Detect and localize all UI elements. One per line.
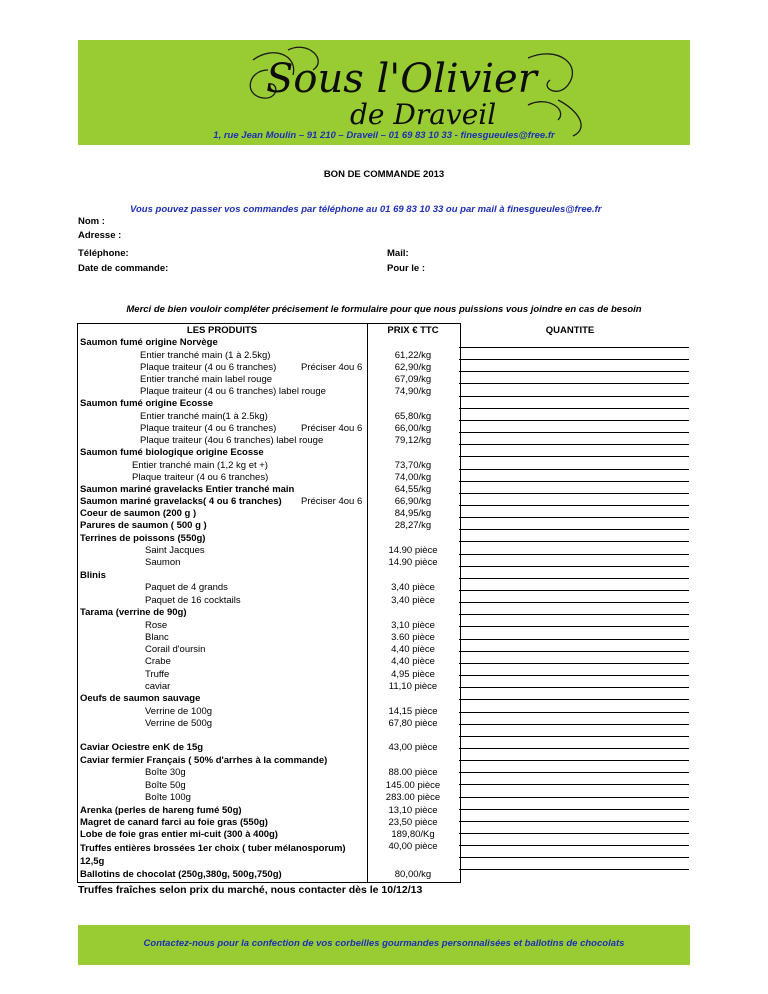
quantity-field[interactable] (459, 857, 689, 858)
product-label: Plaque traiteur (4 ou 6 tranches) (140, 362, 277, 373)
quantity-field[interactable] (459, 541, 689, 542)
product-label: Saumon mariné gravelacks( 4 ou 6 tranches) (80, 496, 282, 507)
product-label: Caviar Ociestre enK de 15g (80, 742, 204, 753)
product-label: Truffe (145, 669, 170, 680)
product-label: Verrine de 100g (145, 706, 213, 717)
product-price: 65,80/kg (394, 411, 432, 422)
product-label: Entier tranché main(1 à 2.5kg) (140, 411, 268, 422)
product-price: 4,95 pièce (391, 669, 435, 680)
product-price: 43,00 pièce (388, 742, 438, 753)
quantity-field[interactable] (459, 408, 689, 409)
quantity-field[interactable] (459, 493, 689, 494)
quantity-field[interactable] (459, 469, 689, 470)
precision-note: Préciser 4ou 6 (301, 496, 363, 507)
quantity-field[interactable] (459, 481, 689, 482)
quantity-field[interactable] (459, 760, 689, 761)
quantity-field[interactable] (459, 712, 689, 713)
product-label: caviar (145, 681, 171, 692)
quantity-field[interactable] (459, 590, 689, 591)
product-price: 13,10 pièce (388, 805, 438, 816)
product-label: Plaque traiteur (4 ou 6 tranches) label rouge (140, 386, 326, 397)
header-price: PRIX € TTC (387, 325, 439, 336)
product-price: 73,70/kg (394, 460, 432, 471)
product-price: 67,80 pièce (388, 718, 438, 729)
product-label: Plaque traiteur (4 ou 6 tranches) (132, 472, 269, 483)
product-label: Saumon fumé origine Ecosse (80, 398, 214, 409)
product-price: 4,40 pièce (391, 644, 435, 655)
quantity-field[interactable] (459, 833, 689, 834)
field-date: Date de commande: (78, 263, 169, 274)
quantity-field[interactable] (459, 687, 689, 688)
header-banner (78, 40, 690, 145)
quantity-field[interactable] (459, 396, 689, 397)
quantity-field[interactable] (459, 432, 689, 433)
product-price: 14,15 pièce (388, 706, 438, 717)
product-price: 84,95/kg (394, 508, 432, 519)
product-label: Ballotins de chocolat (250g,380g, 500g,750g) (80, 869, 282, 880)
quantity-field[interactable] (459, 626, 689, 627)
product-price: 74,90/kg (394, 386, 432, 397)
quantity-field[interactable] (459, 699, 689, 700)
product-price: 3.60 pièce (391, 632, 435, 643)
quantity-field[interactable] (459, 651, 689, 652)
quantity-field[interactable] (459, 517, 689, 518)
product-label: Verrine de 500g (145, 718, 213, 729)
product-label: Plaque traiteur (4 ou 6 tranches) (140, 423, 277, 434)
product-label: Truffes entières brossées 1er choix ( tuber mélanosporum) 12,5g (80, 843, 346, 867)
product-price: 14.90 pièce (388, 545, 438, 556)
product-label: Paquet de 16 cocktails (145, 595, 241, 606)
product-label: Saint Jacques (145, 545, 205, 556)
product-label: Entier tranché main (1 à 2.5kg) (140, 350, 271, 361)
quantity-field[interactable] (459, 505, 689, 506)
quantity-field[interactable] (459, 639, 689, 640)
page-title: BON DE COMMANDE 2013 (323, 169, 445, 180)
field-telephone: Téléphone: (78, 248, 129, 259)
product-price: 189,80/Kg (391, 829, 435, 840)
precision-note: Préciser 4ou 6 (301, 423, 363, 434)
quantity-field[interactable] (459, 347, 689, 348)
bottom-banner-text: Contactez-nous pour la confection de vos corbeilles gourmandes personnalisées et ballotins de chocolats (143, 938, 625, 949)
quantity-field[interactable] (459, 578, 689, 579)
product-label: Parures de saumon ( 500 g ) (80, 520, 207, 531)
product-price: 74,00/kg (394, 472, 432, 483)
quantity-field[interactable] (459, 772, 689, 773)
product-label: Magret de canard farci au foie gras (550g) (80, 817, 268, 828)
product-label: Corail d'oursin (145, 644, 206, 655)
product-price: 80,00/kg (394, 869, 432, 880)
quantity-field[interactable] (459, 456, 689, 457)
field-pour-le: Pour le : (387, 263, 426, 274)
quantity-field[interactable] (459, 614, 689, 615)
quantity-field[interactable] (459, 821, 689, 822)
logo-line1: Sous l'Olivier (266, 56, 537, 102)
quantity-field[interactable] (459, 724, 689, 725)
product-label: Saumon fumé origine Norvège (80, 337, 218, 348)
precision-note: Préciser 4ou 6 (301, 362, 363, 373)
field-adresse: Adresse : (78, 230, 122, 241)
product-price: 3,10 pièce (391, 620, 435, 631)
help-text: Merci de bien vouloir compléter précisement le formulaire pour que nous puissions vous joindre en cas de besoin (126, 304, 642, 315)
product-label: Blinis (80, 570, 106, 581)
quantity-field[interactable] (459, 736, 689, 737)
quantity-field[interactable] (459, 845, 689, 846)
product-label: Blanc (145, 632, 169, 643)
product-label: Entier tranché main label rouge (140, 374, 273, 385)
quantity-field[interactable] (459, 566, 689, 567)
product-label: Crabe (145, 656, 171, 667)
product-price: 62,90/kg (394, 362, 432, 373)
product-price: 23,50 pièce (388, 817, 438, 828)
field-nom: Nom : (78, 216, 105, 227)
quantity-field[interactable] (459, 675, 689, 676)
header-quantity: QUANTITE (545, 325, 595, 336)
quantity-field[interactable] (459, 602, 689, 603)
quantity-field[interactable] (459, 809, 689, 810)
product-price: 79,12/kg (394, 435, 432, 446)
product-price: 64,55/kg (394, 484, 432, 495)
product-label: Boîte 50g (145, 780, 186, 791)
product-price: 40,00 pièce (388, 841, 438, 852)
quantity-field[interactable] (459, 383, 689, 384)
product-price: 28,27/kg (394, 520, 432, 531)
product-label: Saumon (145, 557, 181, 568)
product-label: Boîte 30g (145, 767, 186, 778)
product-price: 11,10 pièce (388, 681, 438, 692)
product-price: 145.00 pièce (385, 780, 441, 791)
quantity-field[interactable] (459, 797, 689, 798)
product-label: Plaque traiteur (4ou 6 tranches) label rouge (140, 435, 324, 446)
quantity-field[interactable] (459, 554, 689, 555)
quantity-field[interactable] (459, 371, 689, 372)
address: 1, rue Jean Moulin – 91 210 – Draveil – 01 69 83 10 33 - finesgueules@free.fr (213, 130, 555, 141)
quantity-field[interactable] (459, 420, 689, 421)
product-price: 3,40 pièce (391, 582, 435, 593)
product-price: 66,00/kg (394, 423, 432, 434)
product-label: Arenka (perles de hareng fumé 50g) (80, 805, 242, 816)
bottom-banner (78, 925, 690, 965)
product-price: 14.90 pièce (388, 557, 438, 568)
product-price: 3,40 pièce (391, 595, 435, 606)
product-label: Saumon mariné gravelacks Entier tranché main (80, 484, 295, 495)
quantity-field[interactable] (459, 359, 689, 360)
product-label: Saumon fumé biologique origine Ecosse (80, 447, 264, 458)
order-notice: Vous pouvez passer vos commandes par téléphone au 01 69 83 10 33 ou par mail à finesgueules@free.fr (130, 204, 602, 215)
logo-line2: de Draveil (350, 98, 497, 131)
field-mail: Mail: (387, 248, 409, 259)
product-label: Oeufs de saumon sauvage (80, 693, 201, 704)
product-price: 4,40 pièce (391, 656, 435, 667)
product-label: Entier tranché main (1,2 kg et +) (132, 460, 268, 471)
product-price: 66,90/kg (394, 496, 432, 507)
footer-note: Truffes fraîches selon prix du marché, nous contacter dès le 10/12/13 (78, 884, 423, 896)
quantity-field[interactable] (459, 663, 689, 664)
quantity-field[interactable] (459, 444, 689, 445)
product-label: Boîte 100g (145, 792, 191, 803)
product-label: Coeur de saumon (200 g ) (80, 508, 197, 519)
product-price: 67,09/kg (394, 374, 432, 385)
table-divider (367, 323, 368, 883)
product-label: Paquet de 4 grands (145, 582, 228, 593)
product-label: Terrines de poissons (550g) (80, 533, 206, 544)
header-products: LES PRODUITS (186, 325, 258, 336)
quantity-field[interactable] (459, 784, 689, 785)
product-label: Tarama (verrine de 90g) (80, 607, 187, 618)
product-label: Lobe de foie gras entier mi-cuit (300 à 400g) (80, 829, 278, 840)
quantity-field[interactable] (459, 748, 689, 749)
quantity-field[interactable] (459, 529, 689, 530)
quantity-field[interactable] (459, 869, 689, 870)
product-price: 283.00 pièce (385, 792, 441, 803)
product-label: Caviar fermier Français ( 50% d'arrhes à la commande) (80, 755, 328, 766)
logo (228, 40, 608, 168)
product-price: 61,22/kg (394, 350, 432, 361)
product-price: 88.00 pièce (388, 767, 438, 778)
product-label: Rose (145, 620, 168, 631)
